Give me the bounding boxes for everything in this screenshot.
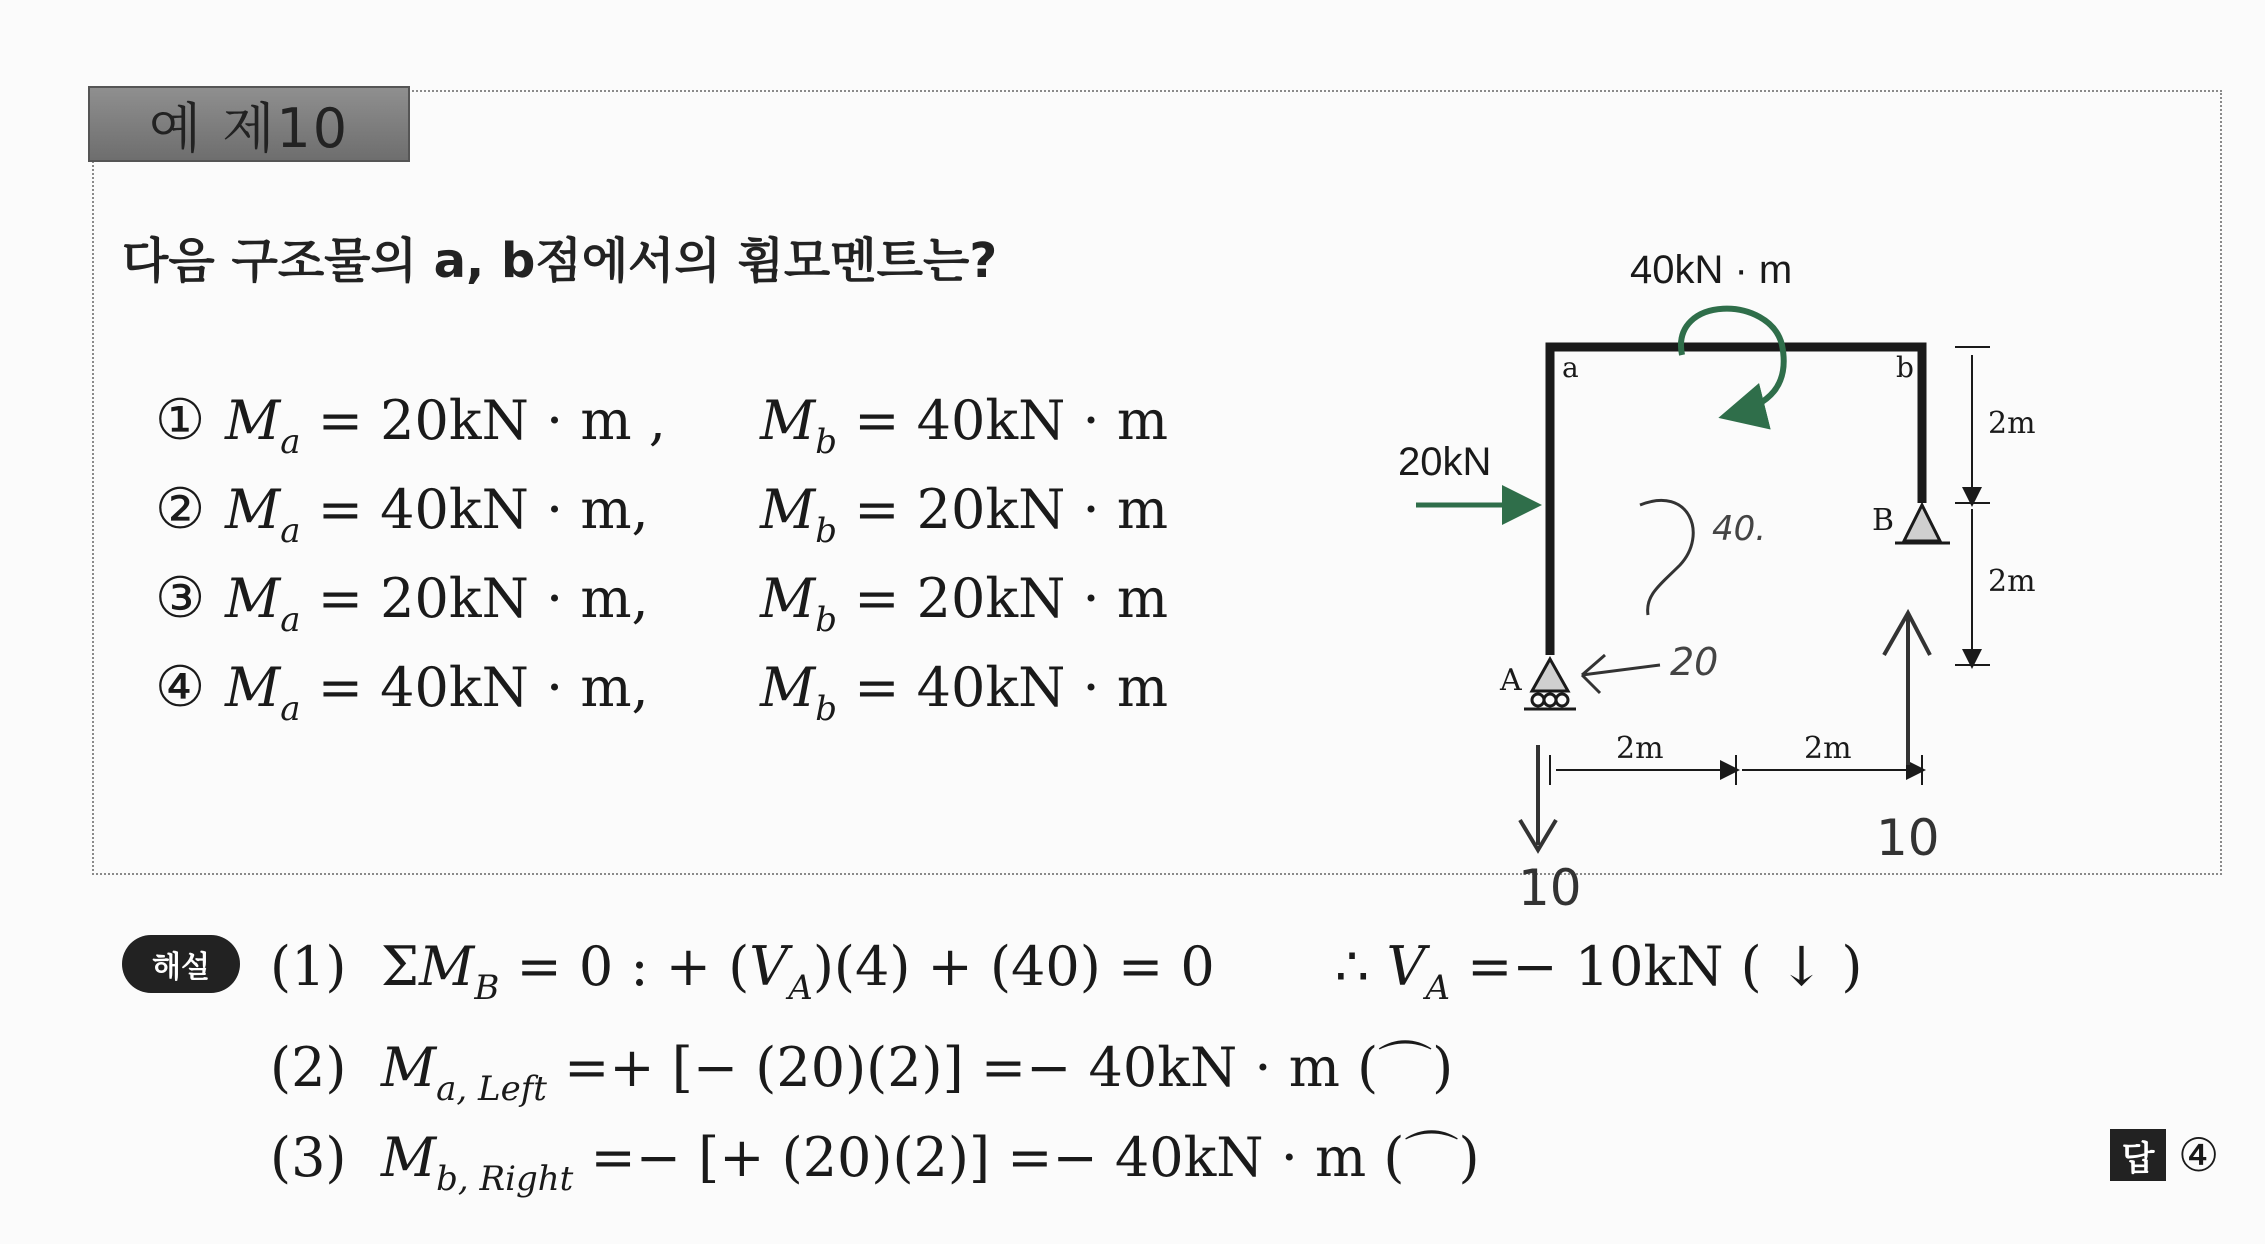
choice-number: ③ xyxy=(155,566,206,631)
roller xyxy=(1544,694,1556,706)
frame xyxy=(1550,347,1922,655)
choice-ma: $M_a = 20kN \cdot m$, xyxy=(225,567,649,640)
point-b-label: b xyxy=(1896,351,1914,384)
answer-value: ④ xyxy=(2178,1128,2220,1182)
choice-4[interactable] xyxy=(155,655,1168,744)
choice-mb: $M_b = 20kN \cdot m$ xyxy=(760,567,1169,640)
dim-bottom-mid: 2m xyxy=(1804,731,1852,766)
answer xyxy=(2110,1128,2219,1182)
choice-ma: $M_a = 40kN \cdot m$, xyxy=(225,656,649,729)
choice-3[interactable] xyxy=(155,566,1168,655)
solution-line-3: (3) $M_{b, Right}$ =− [+ (20)(2)] =− 40kN · m (⌒) xyxy=(270,1126,1480,1199)
choice-ma: $M_a = 40kN \cdot m$, xyxy=(225,478,649,551)
choice-number: ④ xyxy=(155,655,206,720)
choice-mb: $M_b = 40kN \cdot m$ xyxy=(760,656,1169,729)
roller xyxy=(1556,694,1568,706)
moment-label: 40kN · m xyxy=(1630,248,1793,292)
choice-ma: $M_a = 20kN \cdot m$ , xyxy=(225,389,666,462)
question-text: 다음 구조물의 a, b점에서의 휨모멘트는? xyxy=(122,233,998,289)
dim-top-right: 2m xyxy=(1988,406,2036,441)
choice-list xyxy=(155,388,1168,744)
handwritten-moment-mark xyxy=(1640,500,1693,615)
answer-badge: 답 xyxy=(2110,1129,2166,1181)
support-a xyxy=(1532,659,1568,691)
roller xyxy=(1532,694,1544,706)
support-b xyxy=(1904,505,1940,541)
choice-1[interactable] xyxy=(155,388,1168,477)
handwritten-40: 40. xyxy=(1712,509,1767,549)
choice-mb: $M_b = 40kN \cdot m$ xyxy=(760,389,1169,462)
example-label: 예 제10 xyxy=(88,86,410,162)
solution-line-2: (2) $M_{a, Left}$ =+ [− (20)(2)] =− 40kN · m (⌒) xyxy=(270,1036,1454,1109)
choice-2[interactable] xyxy=(155,477,1168,566)
support-b-label: B xyxy=(1872,503,1895,538)
support-a-label: A xyxy=(1500,663,1522,698)
handwritten-up-arrow xyxy=(1884,613,1930,765)
handwritten-arrow-20 xyxy=(1582,655,1660,693)
dim-bottom-right: 2m xyxy=(1988,564,2036,599)
solution-line-1: (1) $\Sigma M_B = 0$ : + $(V_A)(4) + (40) = 0$ ∴ $V_A =- 10kN$ ( ↓ ) xyxy=(270,935,1863,1008)
choice-number: ② xyxy=(155,477,206,542)
point-a-label: a xyxy=(1562,351,1579,384)
dim-bottom-left: 2m xyxy=(1616,731,1664,766)
handwritten-reaction-left: 10 xyxy=(1518,859,1582,917)
moment-arrow xyxy=(1681,309,1784,415)
force-label: 20kN xyxy=(1398,440,1492,484)
handwritten-20: 20 xyxy=(1670,640,1719,684)
solution-badge: 해설 xyxy=(122,935,240,993)
choice-number: ① xyxy=(155,388,206,453)
choice-mb: $M_b = 20kN \cdot m$ xyxy=(760,478,1169,551)
handwritten-reaction-right: 10 xyxy=(1876,809,1940,867)
frame-diagram xyxy=(1390,235,2090,925)
